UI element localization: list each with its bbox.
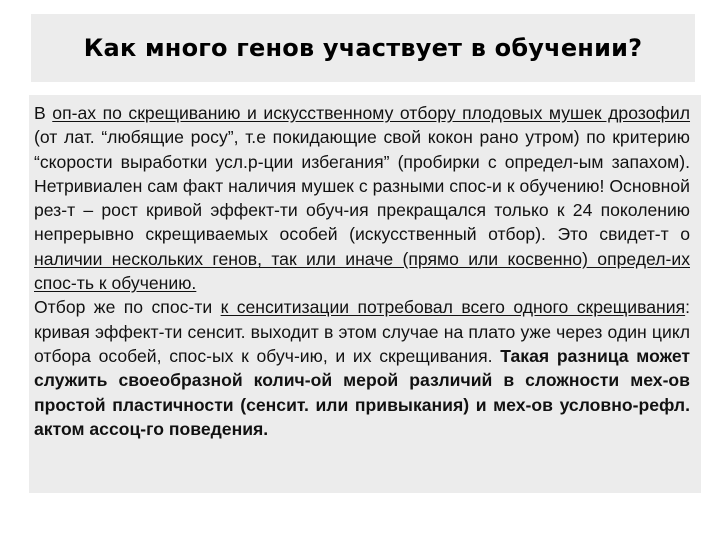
p2-underlined-sensitization: к сенситизации потребовал всего одного скрещивания (220, 297, 686, 318)
title-box (31, 14, 695, 82)
p2-intro: Отбор же по спос-ти (34, 297, 221, 318)
p2-middle: : кривая эффект-ти сенсит. выходит в этом случае на плато уже через один цикл отбора особей, спос-ых к обуч-ию, и их скрещивания. (34, 297, 690, 366)
p1-middle: (от лат. “любящие росу”, т.е покидающие свой кокон рано утром) по критерию “скорости выработки усл.р-ции избегания” (пробирки с определ-ым запахом). Нетривиален сам факт наличия мушек с разными спос-и к обучению! Основной рез-т – рост кривой эффект-ти обуч-ия прекращался только к 24 поколению непрерывно скрещиваемых особей (искусственный отбор). Это свидет-т о (34, 127, 690, 245)
body-box (29, 95, 701, 493)
paragraph-2 (34, 295, 690, 441)
p2-bold-conclusion: Такая разница может служить своеобразной колич-ой мерой различий в сложности мех-ов простой пластичности (сенсит. или привыкания) и мех-ов условно-рефл. актом ассоц-го поведения. (34, 345, 690, 439)
p1-underlined-genes: наличии нескольких генов, так или иначе (прямо или косвенно) определ-их спос-ть к обучению. (34, 248, 690, 294)
slide-title: Как много генов участвует в обучении? (83, 34, 643, 62)
p1-intro: В (34, 103, 53, 123)
body-text (34, 101, 690, 441)
paragraph-1 (34, 101, 690, 295)
p1-underlined-experiments: оп-ах по скрещиванию и искусственному отбору плодовых мушек дрозофил (52, 103, 691, 123)
